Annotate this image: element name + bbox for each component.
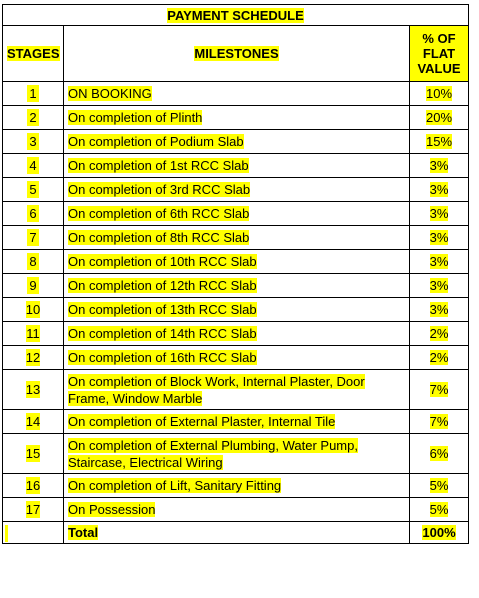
stage-number: 16 bbox=[25, 478, 41, 493]
table-row bbox=[3, 274, 469, 298]
table-row bbox=[3, 154, 469, 178]
stage-cell bbox=[3, 154, 64, 178]
milestone-text: On completion of External Plaster, Internal Tile bbox=[68, 414, 336, 429]
milestone-text: On completion of 10th RCC Slab bbox=[68, 254, 257, 269]
value-cell bbox=[410, 130, 469, 154]
value-cell bbox=[410, 106, 469, 130]
milestone-cell bbox=[64, 298, 410, 322]
stage-cell bbox=[3, 106, 64, 130]
stage-cell bbox=[3, 226, 64, 250]
stage-cell bbox=[3, 498, 64, 522]
stage-cell bbox=[3, 370, 64, 410]
stage-number: 2 bbox=[27, 109, 39, 126]
table-row bbox=[3, 226, 469, 250]
value-cell bbox=[410, 274, 469, 298]
stage-number: 13 bbox=[25, 382, 41, 397]
milestone-text: On completion of 3rd RCC Slab bbox=[68, 182, 251, 197]
flat-value-percent: 3% bbox=[429, 230, 449, 245]
value-cell bbox=[410, 346, 469, 370]
value-cell bbox=[410, 226, 469, 250]
table-row bbox=[3, 82, 469, 106]
value-cell bbox=[410, 370, 469, 410]
value-cell bbox=[410, 250, 469, 274]
stage-cell bbox=[3, 322, 64, 346]
stage-cell bbox=[3, 82, 64, 106]
stage-number: 7 bbox=[27, 229, 39, 246]
total-label: Total bbox=[68, 525, 99, 540]
milestone-text: On completion of Block Work, Internal Plaster, Door Frame, Window Marble bbox=[68, 373, 365, 406]
table-row bbox=[3, 434, 469, 474]
table-row bbox=[3, 250, 469, 274]
table-row bbox=[3, 130, 469, 154]
value-header-line-1: % OF bbox=[422, 31, 456, 46]
value-cell bbox=[410, 202, 469, 226]
milestone-cell bbox=[64, 498, 410, 522]
title-row bbox=[3, 5, 469, 26]
table-row bbox=[3, 474, 469, 498]
value-cell bbox=[410, 410, 469, 434]
stage-number: 1 bbox=[27, 85, 39, 102]
value-header-cell bbox=[410, 26, 469, 82]
highlight-marker bbox=[5, 525, 8, 542]
milestone-cell bbox=[64, 434, 410, 474]
stage-number: 14 bbox=[25, 414, 41, 429]
milestone-cell bbox=[64, 130, 410, 154]
table-row bbox=[3, 322, 469, 346]
table-row bbox=[3, 178, 469, 202]
table-row bbox=[3, 202, 469, 226]
flat-value-percent: 20% bbox=[425, 110, 453, 125]
milestone-text: On completion of Lift, Sanitary Fitting bbox=[68, 478, 282, 493]
stage-number: 9 bbox=[27, 277, 39, 294]
milestone-text: On completion of 14th RCC Slab bbox=[68, 326, 257, 341]
milestone-text: ON BOOKING bbox=[68, 86, 152, 101]
milestone-cell bbox=[64, 474, 410, 498]
table-row bbox=[3, 498, 469, 522]
milestone-text: On completion of 6th RCC Slab bbox=[68, 206, 250, 221]
flat-value-percent: 2% bbox=[429, 326, 449, 341]
milestone-text: On completion of 13th RCC Slab bbox=[68, 302, 257, 317]
milestone-cell bbox=[64, 274, 410, 298]
flat-value-percent: 3% bbox=[429, 254, 449, 269]
milestones-header-cell bbox=[64, 26, 410, 82]
milestone-cell bbox=[64, 106, 410, 130]
flat-value-percent: 3% bbox=[429, 182, 449, 197]
flat-value-percent: 3% bbox=[429, 206, 449, 221]
stage-number: 10 bbox=[25, 302, 41, 317]
value-cell bbox=[410, 474, 469, 498]
flat-value-percent: 7% bbox=[429, 414, 449, 429]
stage-cell bbox=[3, 202, 64, 226]
stage-cell bbox=[3, 346, 64, 370]
flat-value-percent: 3% bbox=[429, 158, 449, 173]
stage-cell bbox=[3, 178, 64, 202]
value-cell bbox=[410, 498, 469, 522]
stage-number: 6 bbox=[27, 205, 39, 222]
total-value-cell bbox=[410, 522, 469, 544]
value-cell bbox=[410, 178, 469, 202]
total-label-cell bbox=[64, 522, 410, 544]
flat-value-percent: 2% bbox=[429, 350, 449, 365]
stage-cell bbox=[3, 474, 64, 498]
table-title-cell bbox=[3, 5, 469, 26]
milestone-cell bbox=[64, 322, 410, 346]
stage-cell bbox=[3, 434, 64, 474]
stage-cell bbox=[3, 130, 64, 154]
payment-schedule-table bbox=[2, 4, 469, 544]
flat-value-percent: 3% bbox=[429, 278, 449, 293]
stage-cell bbox=[3, 410, 64, 434]
stage-number: 12 bbox=[25, 350, 41, 365]
milestone-text: On completion of 16th RCC Slab bbox=[68, 350, 257, 365]
value-cell bbox=[410, 298, 469, 322]
value-header-line-3: VALUE bbox=[417, 61, 461, 76]
table-row bbox=[3, 410, 469, 434]
header-row bbox=[3, 26, 469, 82]
flat-value-percent: 7% bbox=[429, 382, 449, 397]
value-cell bbox=[410, 434, 469, 474]
milestone-text: On completion of 12th RCC Slab bbox=[68, 278, 257, 293]
table-row bbox=[3, 298, 469, 322]
total-value: 100% bbox=[422, 525, 456, 540]
total-stage-cell bbox=[3, 522, 64, 544]
stage-number: 17 bbox=[25, 502, 41, 517]
stage-number: 5 bbox=[27, 181, 39, 198]
table-title: PAYMENT SCHEDULE bbox=[167, 7, 304, 23]
milestone-text: On Possession bbox=[68, 502, 156, 517]
flat-value-percent: 5% bbox=[429, 478, 449, 493]
flat-value-percent: 3% bbox=[429, 302, 449, 317]
stage-cell bbox=[3, 250, 64, 274]
value-cell bbox=[410, 154, 469, 178]
milestone-cell bbox=[64, 82, 410, 106]
milestone-text: On completion of Podium Slab bbox=[68, 134, 244, 149]
value-cell bbox=[410, 322, 469, 346]
table-row bbox=[3, 370, 469, 410]
flat-value-percent: 5% bbox=[429, 502, 449, 517]
stages-header: STAGES bbox=[7, 46, 60, 61]
flat-value-percent: 6% bbox=[429, 446, 449, 461]
milestones-header: MILESTONES bbox=[194, 46, 279, 61]
stages-header-cell bbox=[3, 26, 64, 82]
total-row bbox=[3, 522, 469, 544]
milestone-cell bbox=[64, 226, 410, 250]
value-cell bbox=[410, 82, 469, 106]
flat-value-percent: 10% bbox=[425, 86, 453, 101]
milestone-cell bbox=[64, 154, 410, 178]
milestone-cell bbox=[64, 178, 410, 202]
milestone-text: On completion of External Plumbing, Water Pump, Staircase, Electrical Wiring bbox=[68, 437, 358, 470]
stage-number: 4 bbox=[27, 157, 39, 174]
table-row bbox=[3, 346, 469, 370]
stage-cell bbox=[3, 298, 64, 322]
stage-number: 3 bbox=[27, 133, 39, 150]
milestone-text: On completion of 8th RCC Slab bbox=[68, 230, 250, 245]
milestone-cell bbox=[64, 370, 410, 410]
milestone-cell bbox=[64, 250, 410, 274]
stage-number: 8 bbox=[27, 253, 39, 270]
flat-value-percent: 15% bbox=[425, 134, 453, 149]
value-header-line-2: FLAT bbox=[422, 46, 456, 61]
milestone-cell bbox=[64, 346, 410, 370]
stage-cell bbox=[3, 274, 64, 298]
stage-number: 11 bbox=[26, 326, 40, 341]
milestone-text: On completion of 1st RCC Slab bbox=[68, 158, 249, 173]
milestone-cell bbox=[64, 202, 410, 226]
milestone-text: On completion of Plinth bbox=[68, 110, 203, 125]
stage-number: 15 bbox=[25, 446, 41, 461]
milestone-cell bbox=[64, 410, 410, 434]
table-row bbox=[3, 106, 469, 130]
